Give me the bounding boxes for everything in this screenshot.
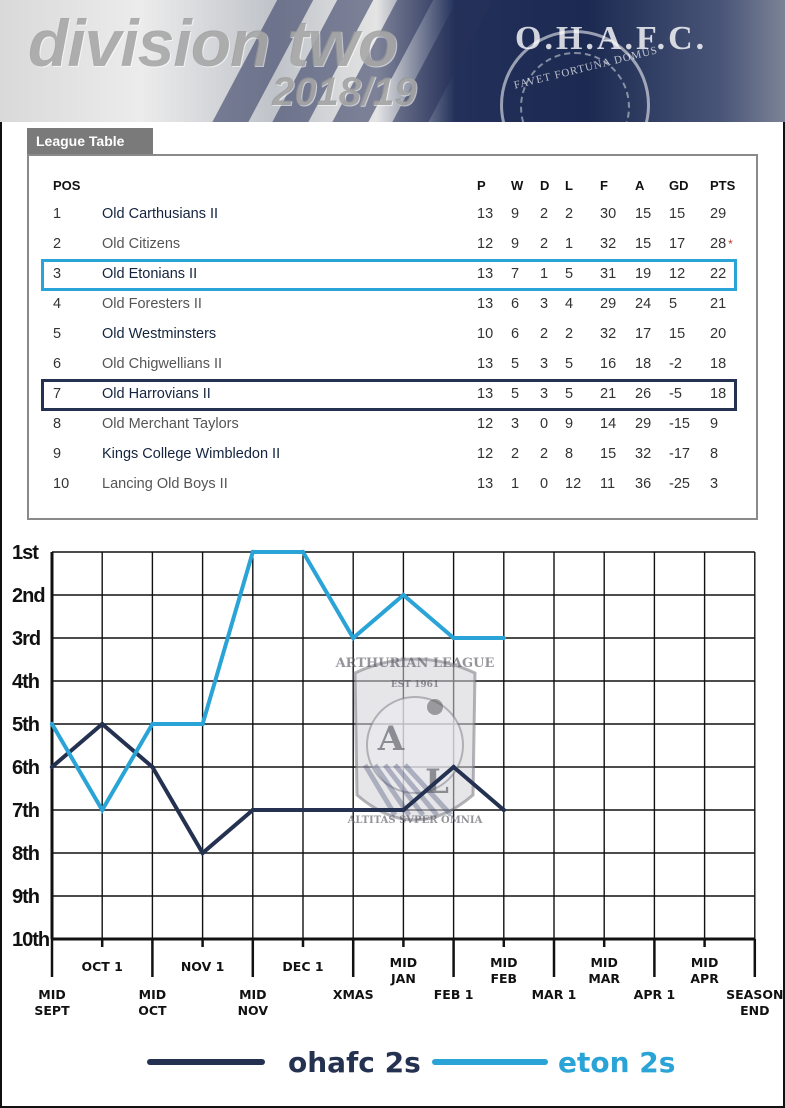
y-label-6th: 6th bbox=[12, 757, 39, 779]
watermark-letter-a: A bbox=[377, 719, 405, 759]
table-header-pos: POS bbox=[53, 178, 81, 193]
table-cell-team: Old Citizens bbox=[102, 236, 181, 252]
table-cell-a: 19 bbox=[635, 266, 652, 282]
table-cell-w: 6 bbox=[511, 296, 520, 312]
x-label-oct-1 bbox=[82, 959, 123, 974]
legend-label-eton: eton 2s bbox=[558, 1046, 676, 1079]
x-label-line: MID bbox=[38, 987, 66, 1002]
x-label-mid-sept bbox=[34, 987, 70, 1018]
table-cell-a: 32 bbox=[635, 446, 652, 462]
y-label-3rd: 3rd bbox=[12, 628, 41, 650]
x-label-line: MID bbox=[490, 955, 518, 970]
table-cell-pos: 3 bbox=[53, 266, 62, 282]
football-icon bbox=[427, 699, 443, 715]
x-label-line: FEB 1 bbox=[433, 987, 474, 1002]
table-cell-w: 7 bbox=[511, 266, 520, 282]
table-cell-p: 13 bbox=[477, 356, 494, 372]
table-header-p: P bbox=[477, 178, 486, 193]
x-label-line: FEB bbox=[490, 971, 518, 986]
table-cell-a: 17 bbox=[635, 326, 652, 342]
table-row bbox=[29, 444, 756, 474]
table-cell-f: 16 bbox=[600, 356, 617, 372]
table-cell-pts: 28 * bbox=[710, 236, 733, 252]
table-cell-p: 13 bbox=[477, 386, 494, 402]
table-cell-pts: 8 bbox=[710, 446, 719, 462]
table-cell-w: 9 bbox=[511, 206, 520, 222]
table-cell-f: 14 bbox=[600, 416, 617, 432]
x-label-line: MID bbox=[590, 955, 618, 970]
table-cell-gd: -25 bbox=[669, 476, 690, 492]
y-label-1st: 1st bbox=[12, 542, 38, 564]
x-label-mar-1 bbox=[532, 987, 577, 1002]
x-label-line: SEASON bbox=[726, 987, 784, 1002]
table-cell-pts: 20 bbox=[710, 326, 727, 342]
data-point bbox=[251, 550, 255, 554]
x-label-line: DEC 1 bbox=[282, 959, 324, 974]
table-cell-team: Old Chigwellians II bbox=[102, 356, 223, 372]
table-row bbox=[29, 324, 756, 354]
x-label-line: MID bbox=[138, 987, 167, 1002]
y-label-5th: 5th bbox=[12, 714, 39, 736]
table-cell-d: 0 bbox=[540, 416, 549, 432]
table-cell-pos: 5 bbox=[53, 326, 62, 342]
table-cell-f: 32 bbox=[600, 326, 617, 342]
y-label-8th: 8th bbox=[12, 843, 39, 865]
table-cell-gd: -15 bbox=[669, 416, 690, 432]
table-cell-f: 31 bbox=[600, 266, 617, 282]
table-cell-pos: 8 bbox=[53, 416, 62, 432]
table-cell-l: 4 bbox=[565, 296, 574, 312]
data-point bbox=[401, 808, 405, 812]
highlight-ohafc-row bbox=[41, 379, 737, 411]
y-label-10th: 10th bbox=[12, 929, 50, 951]
table-cell-gd: -17 bbox=[669, 446, 690, 462]
y-label-4th: 4th bbox=[12, 671, 39, 693]
x-label-nov-1 bbox=[181, 959, 224, 974]
table-cell-gd: 5 bbox=[669, 296, 678, 312]
table-cell-pos: 6 bbox=[53, 356, 62, 372]
table-cell-l: 5 bbox=[565, 266, 574, 282]
table-cell-w: 1 bbox=[511, 476, 520, 492]
x-label-dec-1 bbox=[282, 959, 323, 974]
table-cell-gd: -5 bbox=[669, 386, 682, 402]
x-label-mid-jan bbox=[390, 955, 417, 986]
table-cell-pts: 21 bbox=[710, 296, 727, 312]
table-cell-l: 2 bbox=[565, 326, 574, 342]
table-header-l: L bbox=[565, 178, 573, 193]
x-label-mid-feb bbox=[490, 955, 517, 986]
table-cell-team: Old Merchant Taylors bbox=[102, 416, 239, 432]
x-label-line: NOV bbox=[237, 1003, 269, 1018]
table-cell-team: Old Westminsters bbox=[102, 326, 217, 342]
table-cell-d: 3 bbox=[540, 386, 549, 402]
table-cell-team: Old Foresters II bbox=[102, 296, 202, 312]
table-cell-d: 2 bbox=[540, 446, 549, 462]
data-point bbox=[50, 722, 54, 726]
table-cell-gd: -2 bbox=[669, 356, 682, 372]
table-cell-p: 13 bbox=[477, 266, 494, 282]
y-axis-labels bbox=[12, 542, 49, 951]
table-cell-team: Old Etonians II bbox=[102, 266, 198, 282]
x-label-apr-1 bbox=[634, 987, 676, 1002]
table-cell-team: Old Harrovians II bbox=[102, 386, 211, 402]
table-cell-pos: 7 bbox=[53, 386, 62, 402]
watermark-est-text: EST 1961 bbox=[390, 680, 440, 690]
table-cell-pts: 29 bbox=[710, 206, 727, 222]
table-row bbox=[29, 474, 756, 504]
watermark-motto: ALTITAS SVPER OMNIA bbox=[347, 815, 483, 826]
header-banner bbox=[0, 0, 785, 122]
table-header-pts: PTS bbox=[710, 178, 736, 193]
table-cell-l: 2 bbox=[565, 206, 574, 222]
data-point bbox=[50, 765, 54, 769]
table-cell-p: 13 bbox=[477, 206, 494, 222]
watermark-letter-l: L bbox=[425, 762, 449, 802]
league-table-tab: League Table bbox=[27, 128, 153, 154]
table-cell-w: 3 bbox=[511, 416, 520, 432]
table-cell-pts: 18 bbox=[710, 386, 727, 402]
x-label-line: MAR bbox=[588, 971, 621, 986]
table-cell-d: 0 bbox=[540, 476, 549, 492]
x-label-line: OCT 1 bbox=[81, 959, 123, 974]
season-title: 2018/19 bbox=[272, 70, 417, 114]
table-row bbox=[29, 294, 756, 324]
table-cell-w: 5 bbox=[511, 386, 520, 402]
table-cell-pos: 9 bbox=[53, 446, 62, 462]
table-cell-l: 12 bbox=[565, 476, 582, 492]
watermark-top-text: ARTHURIAN LEAGUE bbox=[335, 656, 495, 671]
x-axis-labels bbox=[34, 955, 783, 1018]
x-label-line: MAR 1 bbox=[531, 987, 577, 1002]
x-label-line: JAN bbox=[391, 971, 416, 986]
table-header-gd: GD bbox=[669, 178, 689, 193]
x-label-mid-mar bbox=[588, 955, 620, 986]
table-cell-f: 15 bbox=[600, 446, 617, 462]
table-cell-team: Old Carthusians II bbox=[102, 206, 219, 222]
table-cell-pos: 4 bbox=[53, 296, 62, 312]
table-cell-l: 1 bbox=[565, 236, 574, 252]
x-label-season-end bbox=[726, 987, 783, 1018]
table-cell-team: Kings College Wimbledon II bbox=[102, 446, 281, 462]
x-label-line: MID bbox=[239, 987, 267, 1002]
x-label-feb-1 bbox=[434, 987, 474, 1002]
table-cell-a: 24 bbox=[635, 296, 652, 312]
table-cell-p: 13 bbox=[477, 296, 494, 312]
data-point bbox=[351, 808, 355, 812]
legend-label-ohafc: ohafc 2s bbox=[288, 1046, 421, 1079]
table-cell-d: 2 bbox=[540, 236, 549, 252]
table-cell-w: 9 bbox=[511, 236, 520, 252]
club-crest-motto: FAVET FORTUNA DOMUS bbox=[512, 44, 660, 92]
x-label-line: XMAS bbox=[332, 987, 374, 1002]
y-label-9th: 9th bbox=[12, 886, 39, 908]
table-cell-a: 29 bbox=[635, 416, 652, 432]
data-point bbox=[100, 722, 104, 726]
table-cell-f: 30 bbox=[600, 206, 617, 222]
table-cell-p: 12 bbox=[477, 236, 494, 252]
table-cell-pos: 1 bbox=[53, 206, 62, 222]
table-header-f: F bbox=[600, 178, 608, 193]
table-cell-pos: 2 bbox=[53, 236, 62, 252]
y-label-2nd: 2nd bbox=[12, 585, 45, 607]
x-label-line: APR bbox=[690, 971, 719, 986]
table-row bbox=[29, 204, 756, 234]
x-label-line: OCT bbox=[138, 1003, 167, 1018]
table-cell-w: 2 bbox=[511, 446, 520, 462]
data-point bbox=[100, 808, 104, 812]
table-cell-d: 3 bbox=[540, 356, 549, 372]
x-label-xmas bbox=[333, 987, 374, 1002]
data-point bbox=[451, 765, 455, 769]
table-cell-a: 18 bbox=[635, 356, 652, 372]
table-cell-a: 36 bbox=[635, 476, 652, 492]
x-label-line: MID bbox=[690, 955, 719, 970]
x-label-mid-oct bbox=[138, 987, 167, 1018]
table-header-w: W bbox=[511, 178, 524, 193]
table-header-a: A bbox=[635, 178, 645, 193]
data-point bbox=[451, 636, 455, 640]
data-point bbox=[401, 593, 405, 597]
table-cell-p: 12 bbox=[477, 446, 494, 462]
x-label-mid-nov bbox=[238, 987, 269, 1018]
x-label-line: NOV 1 bbox=[180, 959, 225, 974]
table-cell-pos: 10 bbox=[53, 476, 70, 492]
data-point bbox=[301, 550, 305, 554]
table-cell-gd: 15 bbox=[669, 326, 686, 342]
table-cell-f: 21 bbox=[600, 386, 617, 402]
club-crest-text: O.H.A.F.C. bbox=[515, 20, 708, 57]
table-cell-p: 10 bbox=[477, 326, 494, 342]
table-cell-d: 3 bbox=[540, 296, 549, 312]
table-cell-f: 29 bbox=[600, 296, 617, 312]
table-cell-pts: 9 bbox=[710, 416, 719, 432]
table-cell-f: 11 bbox=[600, 476, 616, 492]
table-cell-pts: 3 bbox=[710, 476, 719, 492]
position-chart bbox=[0, 530, 785, 1108]
table-cell-l: 5 bbox=[565, 386, 574, 402]
table-cell-w: 5 bbox=[511, 356, 520, 372]
x-label-line: END bbox=[740, 1003, 770, 1018]
highlight-eton-row bbox=[41, 259, 737, 291]
table-cell-team: Lancing Old Boys II bbox=[102, 476, 228, 492]
data-point bbox=[351, 636, 355, 640]
chart-legend bbox=[150, 1046, 675, 1079]
x-label-line: MID bbox=[389, 955, 418, 970]
table-cell-w: 6 bbox=[511, 326, 520, 342]
x-label-line: SEPT bbox=[34, 1003, 70, 1018]
table-cell-gd: 12 bbox=[669, 266, 686, 282]
table-cell-l: 9 bbox=[565, 416, 574, 432]
data-point bbox=[200, 851, 204, 855]
points-note-marker: * bbox=[728, 237, 733, 251]
table-cell-a: 26 bbox=[635, 386, 652, 402]
table-cell-gd: 17 bbox=[669, 236, 686, 252]
table-cell-p: 13 bbox=[477, 476, 494, 492]
table-cell-a: 15 bbox=[635, 206, 652, 222]
data-point bbox=[251, 808, 255, 812]
data-point bbox=[150, 765, 154, 769]
table-cell-d: 2 bbox=[540, 206, 549, 222]
table-row bbox=[29, 414, 756, 444]
league-table bbox=[27, 154, 758, 520]
x-label-line: APR 1 bbox=[633, 987, 676, 1002]
data-point bbox=[301, 808, 305, 812]
table-cell-d: 2 bbox=[540, 326, 549, 342]
table-cell-l: 8 bbox=[565, 446, 574, 462]
table-cell-pts: 18 bbox=[710, 356, 727, 372]
table-cell-pts: 22 bbox=[710, 266, 727, 282]
table-cell-a: 15 bbox=[635, 236, 652, 252]
data-point bbox=[200, 722, 204, 726]
x-label-mid-apr bbox=[690, 955, 719, 986]
data-point bbox=[150, 722, 154, 726]
table-cell-gd: 15 bbox=[669, 206, 686, 222]
y-label-7th: 7th bbox=[12, 800, 39, 822]
table-header-d: D bbox=[540, 178, 550, 193]
table-cell-f: 32 bbox=[600, 236, 617, 252]
division-title: division two bbox=[28, 6, 398, 80]
data-point bbox=[502, 636, 506, 640]
data-point bbox=[502, 808, 506, 812]
table-cell-p: 12 bbox=[477, 416, 494, 432]
table-cell-l: 5 bbox=[565, 356, 574, 372]
table-cell-d: 1 bbox=[540, 266, 549, 282]
